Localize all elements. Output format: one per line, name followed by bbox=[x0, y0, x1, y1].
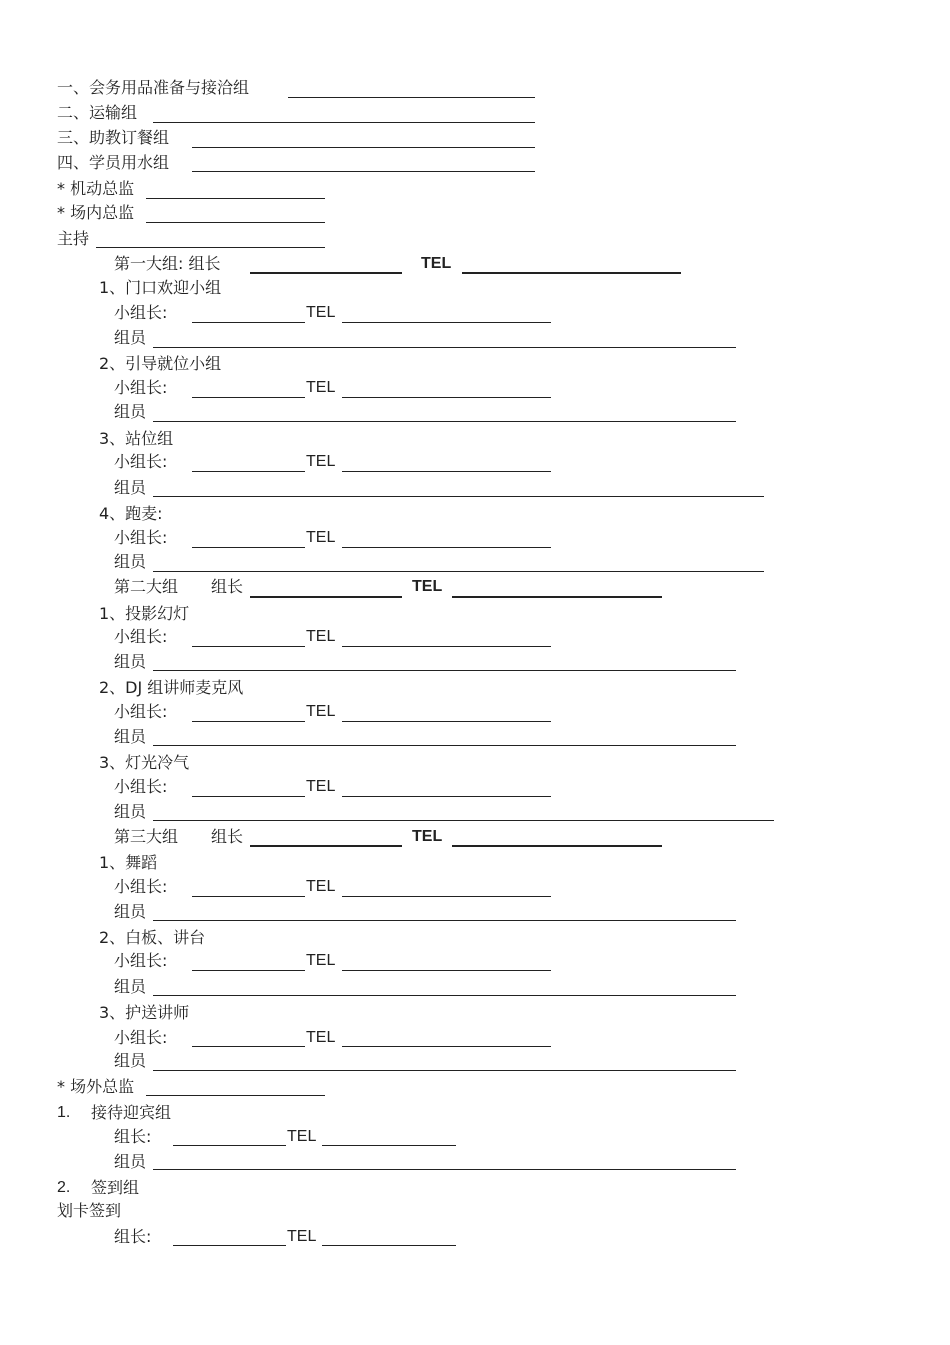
group3-sub2-title: 2、白板、讲台 bbox=[99, 928, 206, 947]
blank-field[interactable] bbox=[153, 421, 736, 422]
swipe-card-checkin-label: 划卡签到 bbox=[57, 1201, 122, 1220]
tel-label: TEL bbox=[306, 453, 336, 470]
blank-field[interactable] bbox=[192, 646, 305, 647]
mobile-supervisor-label: * 机动总监 bbox=[57, 179, 135, 198]
tel-label: TEL bbox=[306, 778, 336, 795]
blank-field[interactable] bbox=[146, 1095, 325, 1096]
blank-field[interactable] bbox=[153, 995, 736, 996]
blank-field[interactable] bbox=[173, 1245, 286, 1246]
group1-sub2-title: 2、引导就位小组 bbox=[99, 354, 222, 373]
blank-field[interactable] bbox=[192, 547, 305, 548]
blank-field[interactable] bbox=[192, 796, 305, 797]
blank-field[interactable] bbox=[342, 970, 551, 971]
blank-field[interactable] bbox=[192, 397, 305, 398]
blank-field[interactable] bbox=[250, 845, 402, 847]
tel-label: TEL bbox=[306, 529, 336, 546]
group1-sub3-title: 3、站位组 bbox=[99, 429, 174, 448]
group1-title: 第一大组: 组长 bbox=[114, 254, 221, 273]
blank-field[interactable] bbox=[322, 1145, 456, 1146]
members-label: 组员 bbox=[114, 478, 147, 497]
sub-leader-label: 小组长: bbox=[114, 528, 168, 547]
blank-field[interactable] bbox=[192, 171, 535, 172]
group2-sub2-title: 2、DJ 组讲师麦克风 bbox=[99, 678, 244, 697]
group2-sub3-title: 3、灯光冷气 bbox=[99, 753, 190, 772]
blank-field[interactable] bbox=[462, 272, 681, 274]
blank-field[interactable] bbox=[192, 721, 305, 722]
blank-field[interactable] bbox=[146, 222, 325, 223]
group1-sub4-title: 4、跑麦: bbox=[99, 504, 163, 523]
blank-field[interactable] bbox=[342, 721, 551, 722]
venue-supervisor-label: * 场内总监 bbox=[57, 203, 135, 222]
blank-field[interactable] bbox=[153, 347, 736, 348]
blank-field[interactable] bbox=[342, 397, 551, 398]
members-label: 组员 bbox=[114, 802, 147, 821]
header-item-meeting-supplies: 一、会务用品准备与接洽组 bbox=[57, 78, 250, 97]
blank-field[interactable] bbox=[342, 1046, 551, 1047]
tel-label: TEL bbox=[306, 304, 336, 321]
group3-sub3-title: 3、护送讲师 bbox=[99, 1003, 190, 1022]
leader-label: 组长: bbox=[114, 1227, 152, 1246]
members-label: 组员 bbox=[114, 552, 147, 571]
blank-field[interactable] bbox=[192, 1046, 305, 1047]
blank-field[interactable] bbox=[322, 1245, 456, 1246]
tel-label: TEL bbox=[306, 1029, 336, 1046]
group3-sub1-title: 1、舞蹈 bbox=[99, 853, 158, 872]
outside-item2-number: 2. bbox=[57, 1179, 71, 1196]
tel-label: TEL bbox=[287, 1128, 317, 1145]
blank-field[interactable] bbox=[153, 745, 736, 746]
leader-label: 组长: bbox=[114, 1127, 152, 1146]
blank-field[interactable] bbox=[452, 845, 662, 847]
blank-field[interactable] bbox=[192, 147, 535, 148]
blank-field[interactable] bbox=[288, 97, 535, 98]
group3-title: 第三大组 bbox=[114, 827, 179, 846]
group1-sub1-title: 1、门口欢迎小组 bbox=[99, 278, 222, 297]
blank-field[interactable] bbox=[342, 896, 551, 897]
blank-field[interactable] bbox=[342, 796, 551, 797]
blank-field[interactable] bbox=[153, 496, 764, 497]
sub-leader-label: 小组长: bbox=[114, 452, 168, 471]
blank-field[interactable] bbox=[153, 1070, 736, 1071]
blank-field[interactable] bbox=[153, 670, 736, 671]
blank-field[interactable] bbox=[192, 322, 305, 323]
members-label: 组员 bbox=[114, 328, 147, 347]
members-label: 组员 bbox=[114, 402, 147, 421]
members-label: 组员 bbox=[114, 1051, 147, 1070]
blank-field[interactable] bbox=[153, 920, 736, 921]
group2-sub1-title: 1、投影幻灯 bbox=[99, 604, 190, 623]
tel-label: TEL bbox=[287, 1228, 317, 1245]
sub-leader-label: 小组长: bbox=[114, 627, 168, 646]
header-item-transport: 二、运输组 bbox=[57, 103, 138, 122]
blank-field[interactable] bbox=[153, 820, 774, 821]
group2-title: 第二大组 bbox=[114, 577, 179, 596]
outside-item1-number: 1. bbox=[57, 1104, 71, 1121]
sub-leader-label: 小组长: bbox=[114, 951, 168, 970]
blank-field[interactable] bbox=[146, 198, 325, 199]
sub-leader-label: 小组长: bbox=[114, 702, 168, 721]
blank-field[interactable] bbox=[250, 596, 402, 598]
sub-leader-label: 小组长: bbox=[114, 378, 168, 397]
members-label: 组员 bbox=[114, 727, 147, 746]
blank-field[interactable] bbox=[250, 272, 402, 274]
host-label: 主持 bbox=[57, 229, 90, 248]
blank-field[interactable] bbox=[153, 122, 535, 123]
blank-field[interactable] bbox=[173, 1145, 286, 1146]
blank-field[interactable] bbox=[153, 571, 764, 572]
tel-label: TEL bbox=[306, 952, 336, 969]
blank-field[interactable] bbox=[342, 322, 551, 323]
blank-field[interactable] bbox=[192, 471, 305, 472]
header-item-meal-order: 三、助教订餐组 bbox=[57, 128, 170, 147]
tel-label: TEL bbox=[412, 828, 443, 845]
members-label: 组员 bbox=[114, 1152, 147, 1171]
outside-supervisor-label: * 场外总监 bbox=[57, 1077, 135, 1096]
blank-field[interactable] bbox=[342, 646, 551, 647]
sub-leader-label: 小组长: bbox=[114, 303, 168, 322]
blank-field[interactable] bbox=[192, 970, 305, 971]
members-label: 组员 bbox=[114, 902, 147, 921]
blank-field[interactable] bbox=[96, 247, 325, 248]
blank-field[interactable] bbox=[342, 471, 551, 472]
blank-field[interactable] bbox=[342, 547, 551, 548]
outside-item2-title: 签到组 bbox=[91, 1178, 140, 1197]
blank-field[interactable] bbox=[153, 1169, 736, 1170]
tel-label: TEL bbox=[421, 255, 452, 272]
members-label: 组员 bbox=[114, 977, 147, 996]
sub-leader-label: 小组长: bbox=[114, 1028, 168, 1047]
sub-leader-label: 小组长: bbox=[114, 777, 168, 796]
tel-label: TEL bbox=[306, 628, 336, 645]
group3-leader-label: 组长 bbox=[211, 827, 244, 846]
outside-item1-title: 接待迎宾组 bbox=[91, 1103, 172, 1122]
blank-field[interactable] bbox=[452, 596, 662, 598]
sub-leader-label: 小组长: bbox=[114, 877, 168, 896]
blank-field[interactable] bbox=[192, 896, 305, 897]
tel-label: TEL bbox=[306, 878, 336, 895]
tel-label: TEL bbox=[306, 379, 336, 396]
tel-label: TEL bbox=[306, 703, 336, 720]
group2-leader-label: 组长 bbox=[211, 577, 244, 596]
members-label: 组员 bbox=[114, 652, 147, 671]
header-item-water: 四、学员用水组 bbox=[57, 153, 170, 172]
tel-label: TEL bbox=[412, 578, 443, 595]
